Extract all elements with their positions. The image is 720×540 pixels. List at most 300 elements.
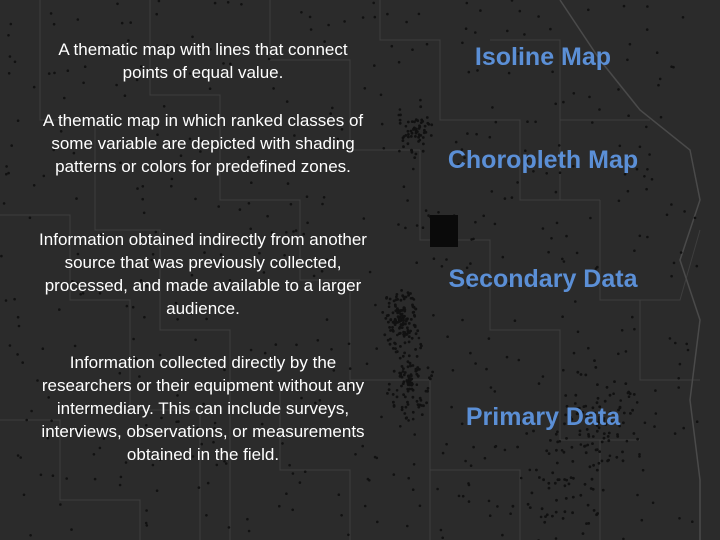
map-dot (555, 433, 558, 436)
map-dot (52, 474, 55, 477)
map-dot (343, 20, 346, 23)
map-dot (652, 502, 655, 505)
map-dot (523, 33, 526, 36)
map-dot (75, 197, 78, 200)
map-dot (445, 443, 448, 446)
map-dot (214, 2, 217, 5)
map-dot (562, 369, 565, 372)
map-dot (452, 369, 455, 372)
map-dot (409, 379, 412, 382)
map-dot (306, 195, 309, 198)
map-dot (627, 190, 630, 193)
map-dot (427, 387, 430, 390)
map-dot (491, 106, 494, 109)
map-dot (410, 383, 413, 386)
map-dot (574, 300, 577, 303)
map-dot (394, 342, 397, 345)
map-dot (414, 308, 417, 311)
map-dot (564, 394, 567, 397)
map-dot (440, 529, 443, 532)
map-dot (389, 338, 392, 341)
term-secondary-data (393, 265, 693, 294)
map-dot (654, 389, 657, 392)
map-dot (607, 439, 610, 442)
map-dot (398, 327, 401, 330)
map-dot (217, 205, 220, 208)
map-dot (392, 347, 395, 350)
map-dot (565, 497, 568, 500)
map-dot (407, 360, 410, 363)
map-dot (565, 235, 568, 238)
map-dot (441, 537, 444, 540)
map-dot (146, 524, 149, 527)
map-dot (198, 486, 201, 489)
map-dot (555, 499, 558, 502)
map-dot (396, 307, 399, 310)
map-dot (597, 397, 600, 400)
map-dot (404, 323, 407, 326)
map-dot (509, 512, 512, 515)
map-dot (25, 419, 28, 422)
map-dot (571, 511, 574, 514)
map-dot (433, 257, 436, 260)
term-text: Primary Data (465, 403, 621, 431)
map-dot (141, 198, 144, 201)
map-dot (338, 493, 341, 496)
map-dot (402, 355, 405, 358)
map-dot (406, 525, 409, 528)
map-dot (555, 449, 558, 452)
map-dot (418, 13, 421, 16)
map-dot (468, 500, 471, 503)
map-dot (404, 331, 407, 334)
map-dot (300, 11, 303, 14)
map-dot (674, 342, 677, 345)
map-dot (589, 217, 592, 220)
map-dot (626, 440, 629, 443)
map-dot (18, 325, 21, 328)
map-dot (372, 2, 375, 5)
map-dot (677, 377, 680, 380)
map-dot (120, 476, 123, 479)
term-choropleth (393, 146, 693, 175)
map-dot (411, 304, 414, 307)
map-dot (403, 306, 406, 309)
map-dot (420, 345, 423, 348)
map-dot (401, 365, 404, 368)
map-dot (555, 511, 558, 514)
map-dot (624, 382, 627, 385)
map-dot (646, 236, 649, 239)
map-dot (584, 374, 587, 377)
map-dot (426, 390, 429, 393)
map-dot (563, 260, 566, 263)
map-dot (33, 184, 36, 187)
map-dot (602, 489, 605, 492)
map-dot (418, 337, 421, 340)
map-dot (495, 121, 498, 124)
map-dot (393, 473, 396, 476)
map-dot (502, 256, 505, 259)
map-dot (501, 534, 504, 537)
map-dot (145, 509, 148, 512)
map-dot (5, 299, 8, 302)
map-dot (474, 221, 477, 224)
map-dot (455, 141, 458, 144)
map-dot (674, 432, 677, 435)
map-dot (519, 10, 522, 13)
map-dot (407, 121, 410, 124)
map-dot (392, 330, 395, 333)
map-dot (565, 479, 568, 482)
map-dot (633, 432, 636, 435)
map-dot (418, 124, 421, 127)
map-dot (616, 433, 619, 436)
map-dot (631, 316, 634, 319)
map-dot (399, 108, 402, 111)
map-dot (579, 494, 582, 497)
map-dot (679, 363, 682, 366)
map-dot (421, 120, 424, 123)
map-dot (534, 121, 537, 124)
map-dot (474, 362, 477, 365)
map-dot (580, 443, 583, 446)
definition-isoline (38, 38, 368, 84)
map-dot (596, 383, 599, 386)
map-dot (429, 378, 432, 381)
map-dot (398, 332, 401, 335)
definition-primary-data (38, 351, 368, 466)
map-dot (14, 61, 17, 64)
map-dot (606, 460, 609, 463)
map-dot (374, 16, 377, 19)
map-dot (403, 135, 406, 138)
map-dot (399, 357, 402, 360)
map-dot (571, 446, 574, 449)
map-dot (587, 9, 590, 12)
map-dot (416, 130, 419, 133)
map-dot (239, 208, 242, 211)
definition-text: A thematic map with lines that connect points of equal value. (58, 40, 348, 82)
map-dot (155, 13, 158, 16)
map-dot (348, 343, 351, 346)
map-dot (309, 16, 312, 19)
map-dot (555, 191, 558, 194)
map-dot (411, 388, 414, 391)
map-dot (403, 185, 406, 188)
map-dot (394, 305, 397, 308)
map-dot (593, 509, 596, 512)
map-dot (548, 452, 551, 455)
map-dot (565, 437, 568, 440)
map-dot (405, 21, 408, 24)
map-dot (571, 460, 574, 463)
map-dot (506, 30, 509, 33)
map-dot (594, 366, 597, 369)
map-dot (678, 517, 681, 520)
map-dot (416, 224, 419, 227)
map-dot (410, 135, 413, 138)
map-dot (613, 380, 616, 383)
map-dot (124, 94, 127, 97)
map-dot (564, 484, 567, 487)
map-dot (227, 1, 230, 4)
map-dot (407, 133, 410, 136)
map-dot (413, 463, 416, 466)
map-dot (408, 341, 411, 344)
map-dot (287, 182, 290, 185)
map-dot (426, 122, 429, 125)
definition-text: A thematic map in which ranked classes of some variable are depicted with shading patterns or colors for predefined zones. (42, 111, 364, 176)
map-dot (538, 476, 541, 479)
map-dot (554, 103, 557, 106)
map-dot (474, 31, 477, 34)
map-dot (547, 482, 550, 485)
map-dot (389, 318, 392, 321)
map-dot (402, 139, 405, 142)
map-dot (407, 390, 410, 393)
map-dot (373, 64, 376, 67)
map-dot (10, 144, 13, 147)
map-dot (388, 383, 391, 386)
map-dot (584, 483, 587, 486)
map-dot (529, 506, 532, 509)
map-dot (562, 101, 565, 104)
map-dot (368, 479, 371, 482)
map-dot (362, 16, 365, 19)
map-dot (490, 386, 493, 389)
map-dot (400, 309, 403, 312)
map-dot (592, 488, 595, 491)
map-dot (574, 394, 577, 397)
map-dot (156, 489, 159, 492)
map-dot (132, 338, 135, 341)
map-dot (518, 359, 521, 362)
map-dot (416, 329, 419, 332)
map-dot (415, 368, 418, 371)
map-dot (549, 28, 552, 31)
map-dot (426, 116, 429, 119)
map-dot (585, 451, 588, 454)
map-dot (458, 495, 461, 498)
map-dot (407, 142, 410, 145)
map-dot (327, 24, 330, 27)
map-dot (407, 130, 410, 133)
map-dot (410, 318, 413, 321)
map-dot (584, 445, 587, 448)
map-dot (416, 383, 419, 386)
map-dot (625, 350, 628, 353)
map-dot (683, 210, 686, 213)
map-dot (462, 495, 465, 498)
map-dot (402, 319, 405, 322)
map-dot (511, 196, 514, 199)
map-dot (399, 318, 402, 321)
map-dot (617, 353, 620, 356)
map-dot (609, 394, 612, 397)
map-dot (8, 72, 11, 75)
map-dot (545, 449, 548, 452)
map-dot (535, 469, 538, 472)
map-dot (228, 526, 231, 529)
map-dot (562, 517, 565, 520)
map-dot (384, 317, 387, 320)
map-dot (645, 126, 648, 129)
map-dot (615, 456, 618, 459)
map-dot (479, 9, 482, 12)
map-dot (540, 516, 543, 519)
map-dot (550, 237, 553, 240)
map-dot (548, 487, 551, 490)
map-dot (646, 28, 649, 31)
map-dot (411, 337, 414, 340)
map-dot (639, 235, 642, 238)
map-dot (564, 510, 567, 513)
map-dot (323, 196, 326, 199)
map-dot (266, 215, 269, 218)
map-dot (399, 114, 402, 117)
map-dot (556, 222, 559, 225)
map-dot (381, 123, 384, 126)
map-dot (407, 477, 410, 480)
map-dot (612, 392, 615, 395)
map-dot (682, 16, 685, 19)
map-dot (121, 22, 124, 25)
map-dot (29, 534, 32, 537)
map-dot (393, 320, 396, 323)
map-dot (65, 477, 68, 480)
map-dot (40, 474, 43, 477)
map-dot (292, 472, 295, 475)
map-dot (670, 203, 673, 206)
map-dot (425, 131, 428, 134)
map-dot (432, 314, 435, 317)
map-dot (468, 484, 471, 487)
map-dot (413, 433, 416, 436)
map-dot (417, 136, 420, 139)
map-dot (387, 321, 390, 324)
map-dot (542, 227, 545, 230)
map-dot (278, 505, 281, 508)
map-dot (573, 92, 576, 95)
map-dot (405, 379, 408, 382)
map-dot (388, 388, 391, 391)
map-dot (389, 298, 392, 301)
map-dot (415, 261, 418, 264)
map-dot (33, 86, 36, 89)
definition-secondary-data (38, 228, 368, 320)
map-dot (608, 432, 611, 435)
map-dot (395, 295, 398, 298)
map-dot (576, 252, 579, 255)
map-dot (9, 344, 12, 347)
map-dot (603, 432, 606, 435)
definition-choropleth (38, 109, 368, 178)
map-dot (609, 455, 612, 458)
map-dot (470, 464, 473, 467)
map-dot (587, 522, 590, 525)
map-dot (541, 507, 544, 510)
map-dot (364, 505, 367, 508)
map-dot (488, 500, 491, 503)
map-dot (638, 455, 641, 458)
map-dot (437, 211, 440, 214)
map-dot (393, 300, 396, 303)
map-dot (427, 366, 430, 369)
map-dot (465, 27, 468, 30)
map-dot (7, 172, 10, 175)
map-dot (643, 175, 646, 178)
map-dot (591, 478, 594, 481)
map-dot (375, 347, 378, 350)
map-dot (685, 343, 688, 346)
map-dot (588, 96, 591, 99)
map-dot (587, 435, 590, 438)
map-dot (427, 214, 430, 217)
map-dot (142, 185, 145, 188)
map-dot (400, 299, 403, 302)
map-dot (587, 504, 590, 507)
map-dot (696, 265, 699, 268)
map-dot (240, 3, 243, 6)
map-dot (393, 370, 396, 373)
map-dot (63, 97, 66, 100)
map-dot (389, 343, 392, 346)
map-dot (424, 125, 427, 128)
map-dot (422, 143, 425, 146)
map-dot (618, 200, 621, 203)
map-dot (383, 333, 386, 336)
map-dot (514, 319, 517, 322)
map-dot (402, 393, 405, 396)
map-dot (430, 123, 433, 126)
map-dot (466, 2, 469, 5)
map-dot (385, 297, 388, 300)
map-dot (395, 351, 398, 354)
map-dot (593, 359, 596, 362)
map-dot (607, 435, 610, 438)
map-dot (555, 537, 558, 540)
term-isoline (393, 43, 693, 72)
map-dot (578, 433, 581, 436)
map-dot (646, 5, 649, 8)
map-dot (17, 454, 20, 457)
map-dot (419, 105, 422, 108)
map-dot (407, 365, 410, 368)
map-dot (248, 202, 251, 205)
map-dot (19, 456, 22, 459)
map-dot (436, 488, 439, 491)
map-dot (636, 438, 639, 441)
term-text: Secondary Data (448, 265, 638, 293)
term-text: Choropleth Map (447, 146, 639, 174)
map-dot (488, 337, 491, 340)
map-dot (598, 462, 601, 465)
map-dot (74, 345, 77, 348)
map-dot (516, 181, 519, 184)
map-dot (400, 385, 403, 388)
map-dot (94, 478, 97, 481)
map-dot (669, 337, 672, 340)
map-dot (595, 449, 598, 452)
map-dot (466, 132, 469, 135)
map-dot (115, 84, 118, 87)
map-dot (657, 84, 660, 87)
map-dot (417, 140, 420, 143)
map-dot (248, 530, 251, 533)
map-dot (461, 319, 464, 322)
map-dot (572, 496, 575, 499)
